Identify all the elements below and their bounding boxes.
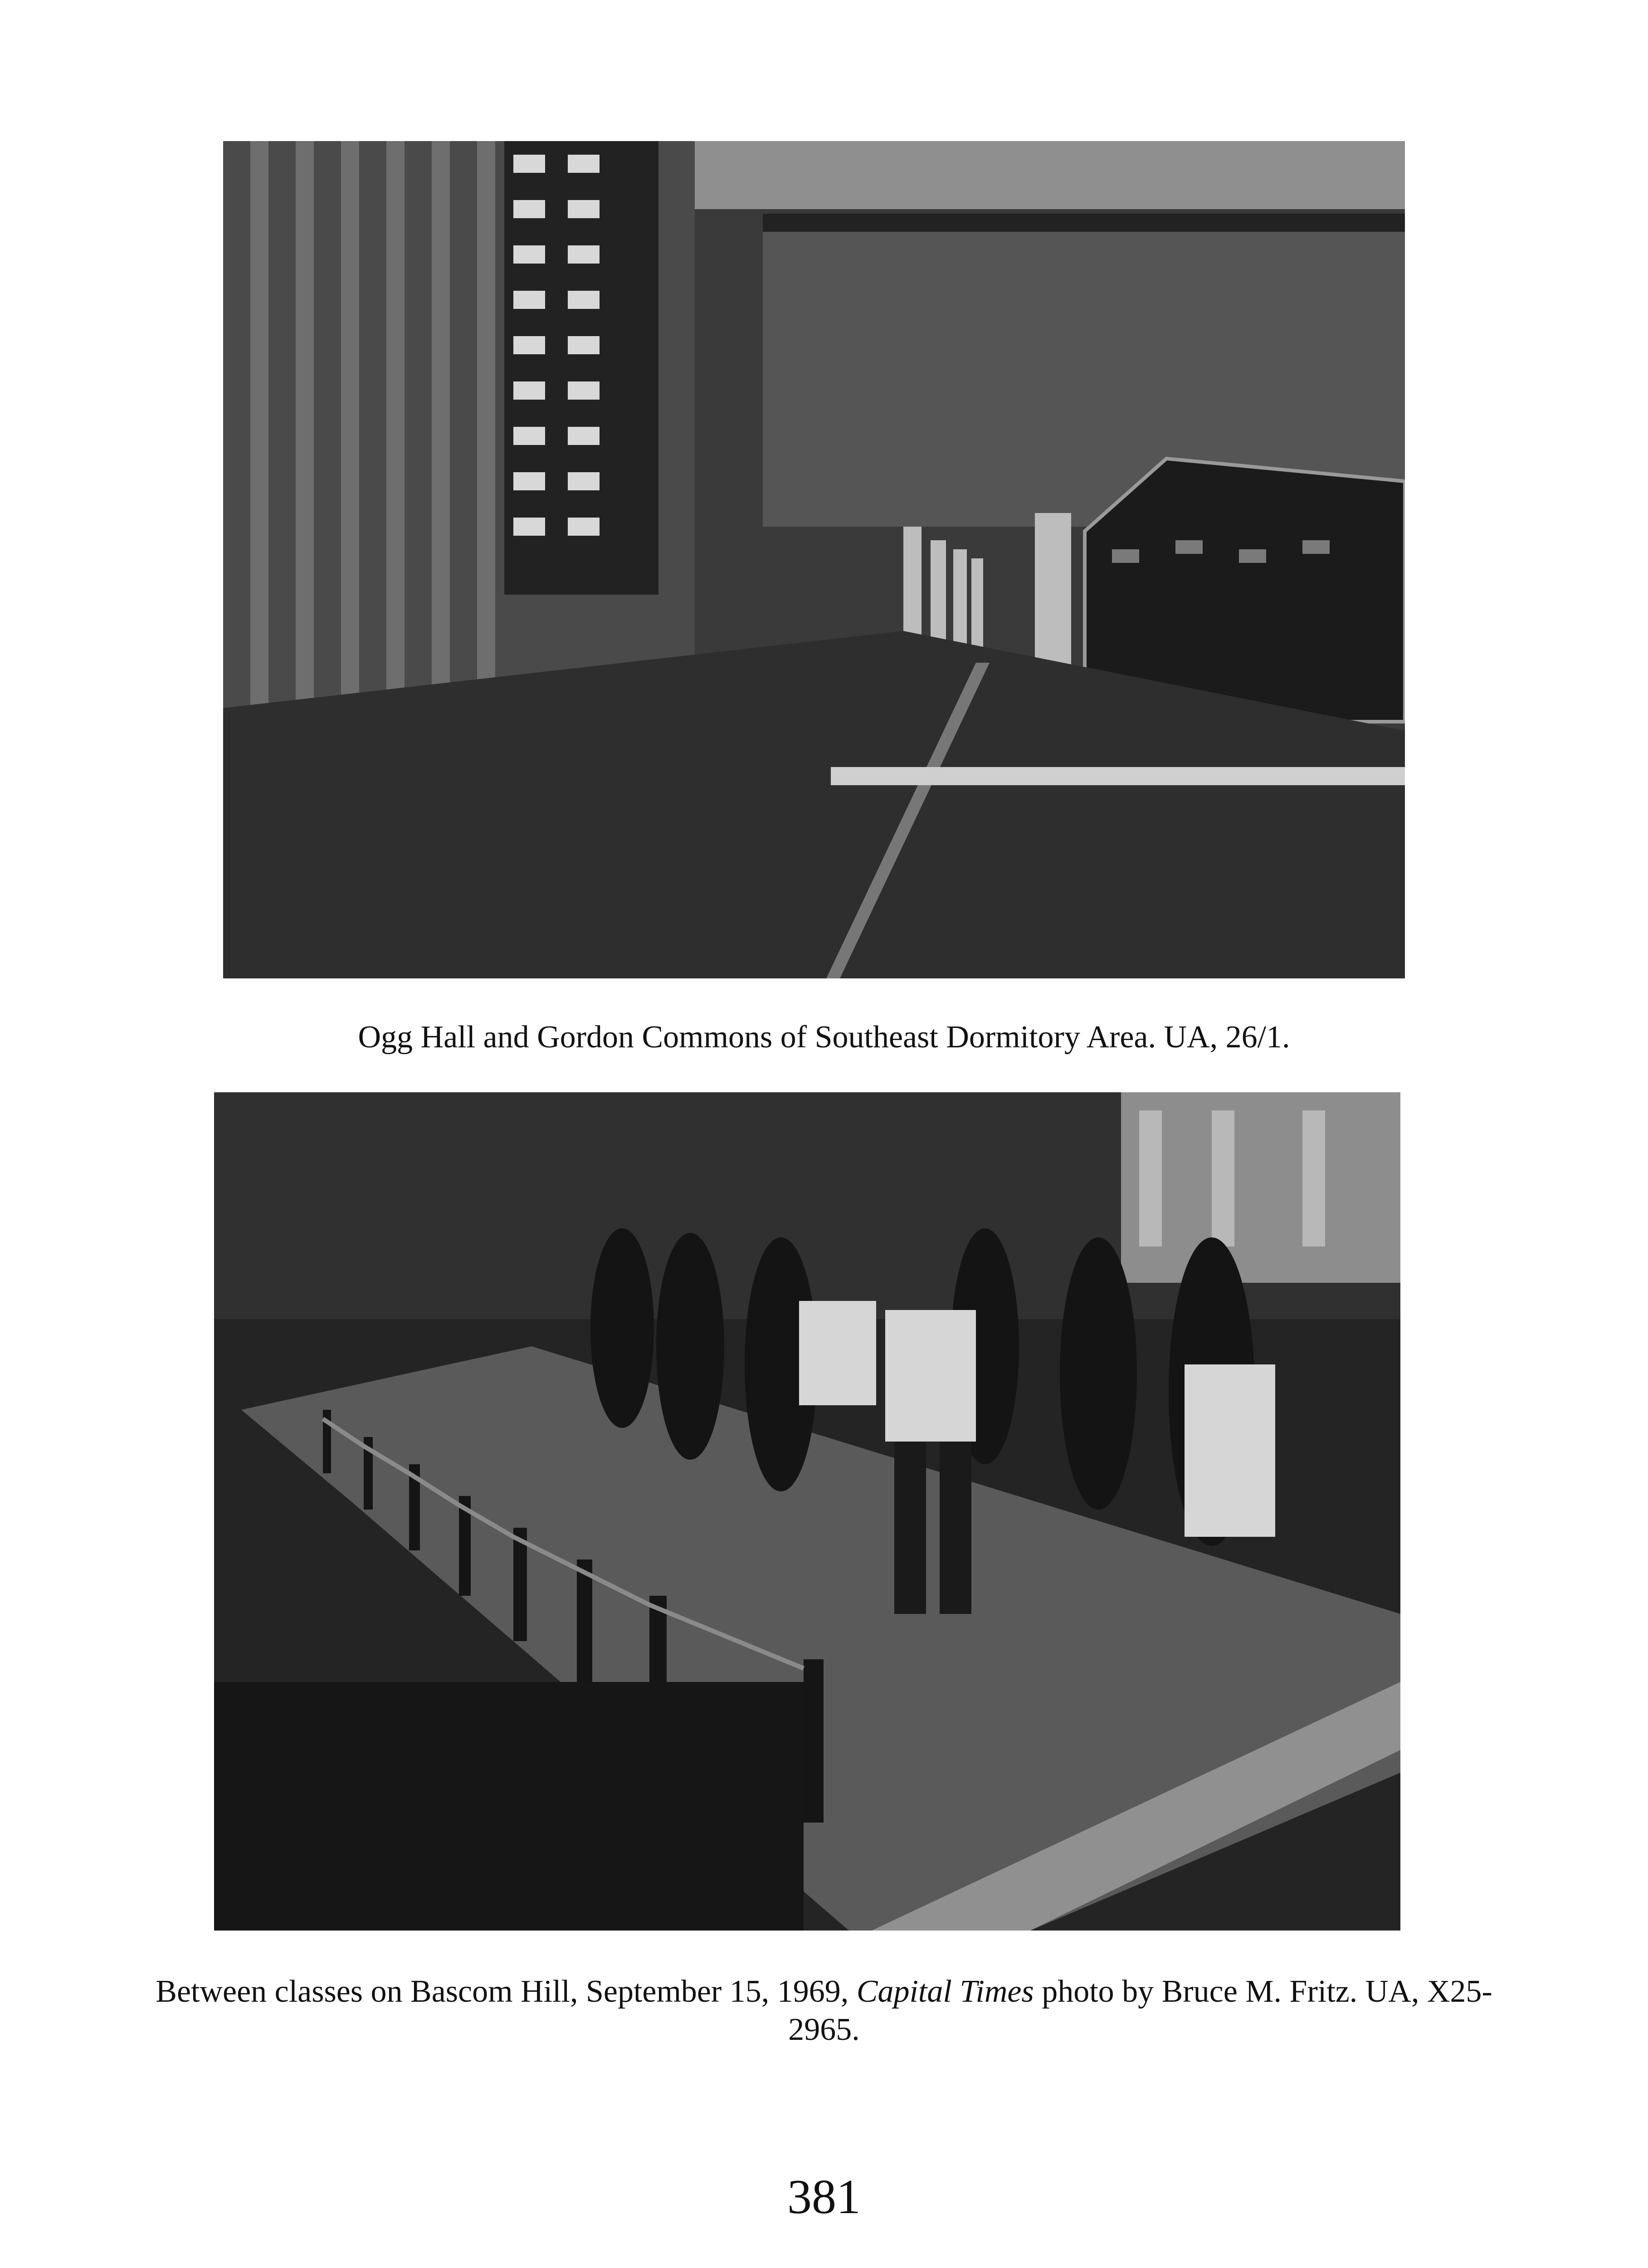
figure-caption-2 [136, 1973, 1512, 2049]
bascom-hill-photo [214, 1092, 1400, 1931]
figure-caption-1-text: Ogg Hall and Gordon Commons of Southeast Dormitory Area. UA, 26/1. [358, 1020, 1290, 1055]
figure-caption-2-publication: Capital Times [856, 1974, 1034, 2009]
page-number: 381 [787, 2170, 861, 2224]
figure-caption-2-text-before: Between classes on Bascom Hill, September 15, 1969, [156, 1974, 857, 2009]
figure-caption-2-text-after: photo by Bruce M. Fritz. UA, X25-2965. [788, 1974, 1492, 2047]
dormitory-photo [223, 141, 1405, 978]
figure-caption-1 [136, 1018, 1512, 1056]
dormitory-photo-drawing [223, 141, 1405, 978]
bascom-hill-photo-drawing [214, 1092, 1400, 1931]
